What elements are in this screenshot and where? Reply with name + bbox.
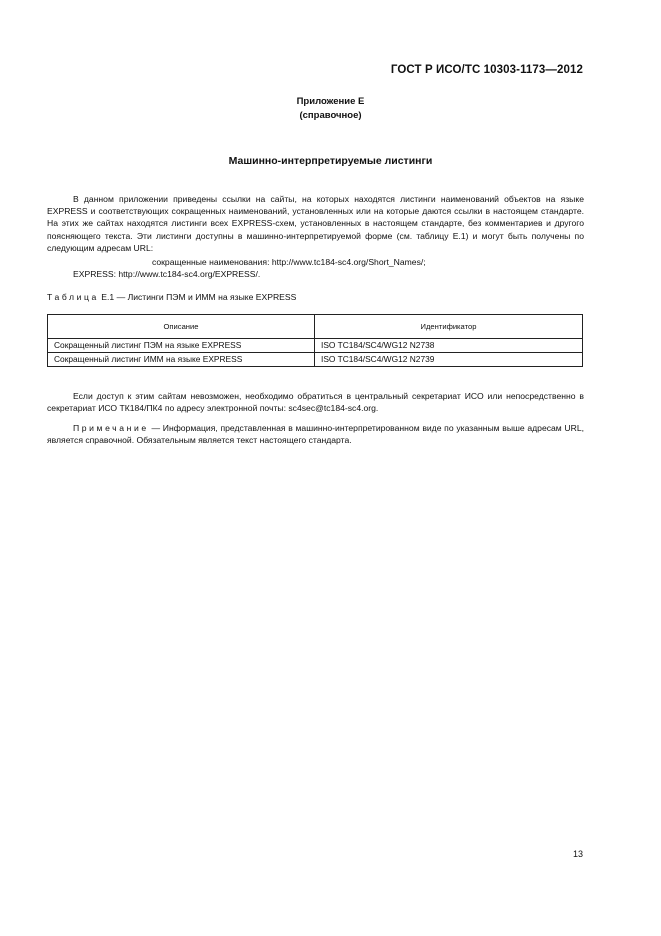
page-number: 13 (572, 849, 583, 859)
table-cell-identifier: ISO TC184/SC4/WG12 N2739 (315, 353, 583, 367)
intro-paragraph: В данном приложении приведены ссылки на сайты, на которых находятся листинги наименований объектов на языке EXPRESS и соответствующих сокращенных наименований, установленных или на которые даются ссылки в настоящем стандарте. На этих же сайтах находятся листинги всех EXPRESS-схем, установленных в настоящем стандарте, без комментариев и другого поясняющего текста. Эти листинги доступны в машинно-интерпретируемой форме (см. таблицу Е.1) и могут быть получены по следующим адресам URL: (47, 194, 584, 253)
section-title: Машинно-интерпретируемые листинги (228, 155, 433, 167)
column-header-identifier: Идентификатор (315, 315, 583, 339)
annex-title: Приложение Е (296, 96, 365, 107)
short-names-url: сокращенные наименования: http://www.tc184-sc4.org/Short_Names/; (152, 257, 426, 267)
table-cell-description: Сокращенный листинг ПЭМ на языке EXPRESS (48, 339, 315, 353)
listings-table (47, 314, 583, 367)
note-block (47, 422, 584, 446)
contact-paragraph-block (47, 390, 584, 414)
table-header-row (48, 315, 583, 339)
table-cell-description: Сокращенный листинг ИММ на языке EXPRESS (48, 353, 315, 367)
express-url: EXPRESS: http://www.tc184-sc4.org/EXPRESS/. (73, 269, 261, 279)
table-row (48, 339, 583, 353)
note-text: — Информация, представленная в машинно-интерпретированном виде по указанным выше адресам URL, является справочной. Обязательным является текст настоящего стандарта. (47, 423, 585, 446)
column-header-description: Описание (48, 315, 315, 339)
table-caption-label: Таблица (47, 292, 99, 302)
table-row (48, 353, 583, 367)
standard-code: ГОСТ Р ИСО/ТС 10303-1173—2012 (390, 64, 583, 76)
annex-subtitle: (справочное) (299, 110, 362, 121)
table-caption (47, 292, 296, 302)
intro-paragraph-block (47, 193, 584, 254)
note-label: Примечание (73, 423, 149, 433)
table-cell-identifier: ISO TC184/SC4/WG12 N2738 (315, 339, 583, 353)
note-paragraph (47, 422, 584, 446)
contact-paragraph: Если доступ к этим сайтам невозможен, необходимо обратиться в центральный секретариат ИСО или непосредственно в секретариат ИСО ТК184/ПК4 по адресу электронной почты: sc4sec@tc184-sc4.org. (47, 391, 584, 414)
table-caption-text: Е.1 — Листинги ПЭМ и ИММ на языке EXPRESS (101, 292, 297, 302)
